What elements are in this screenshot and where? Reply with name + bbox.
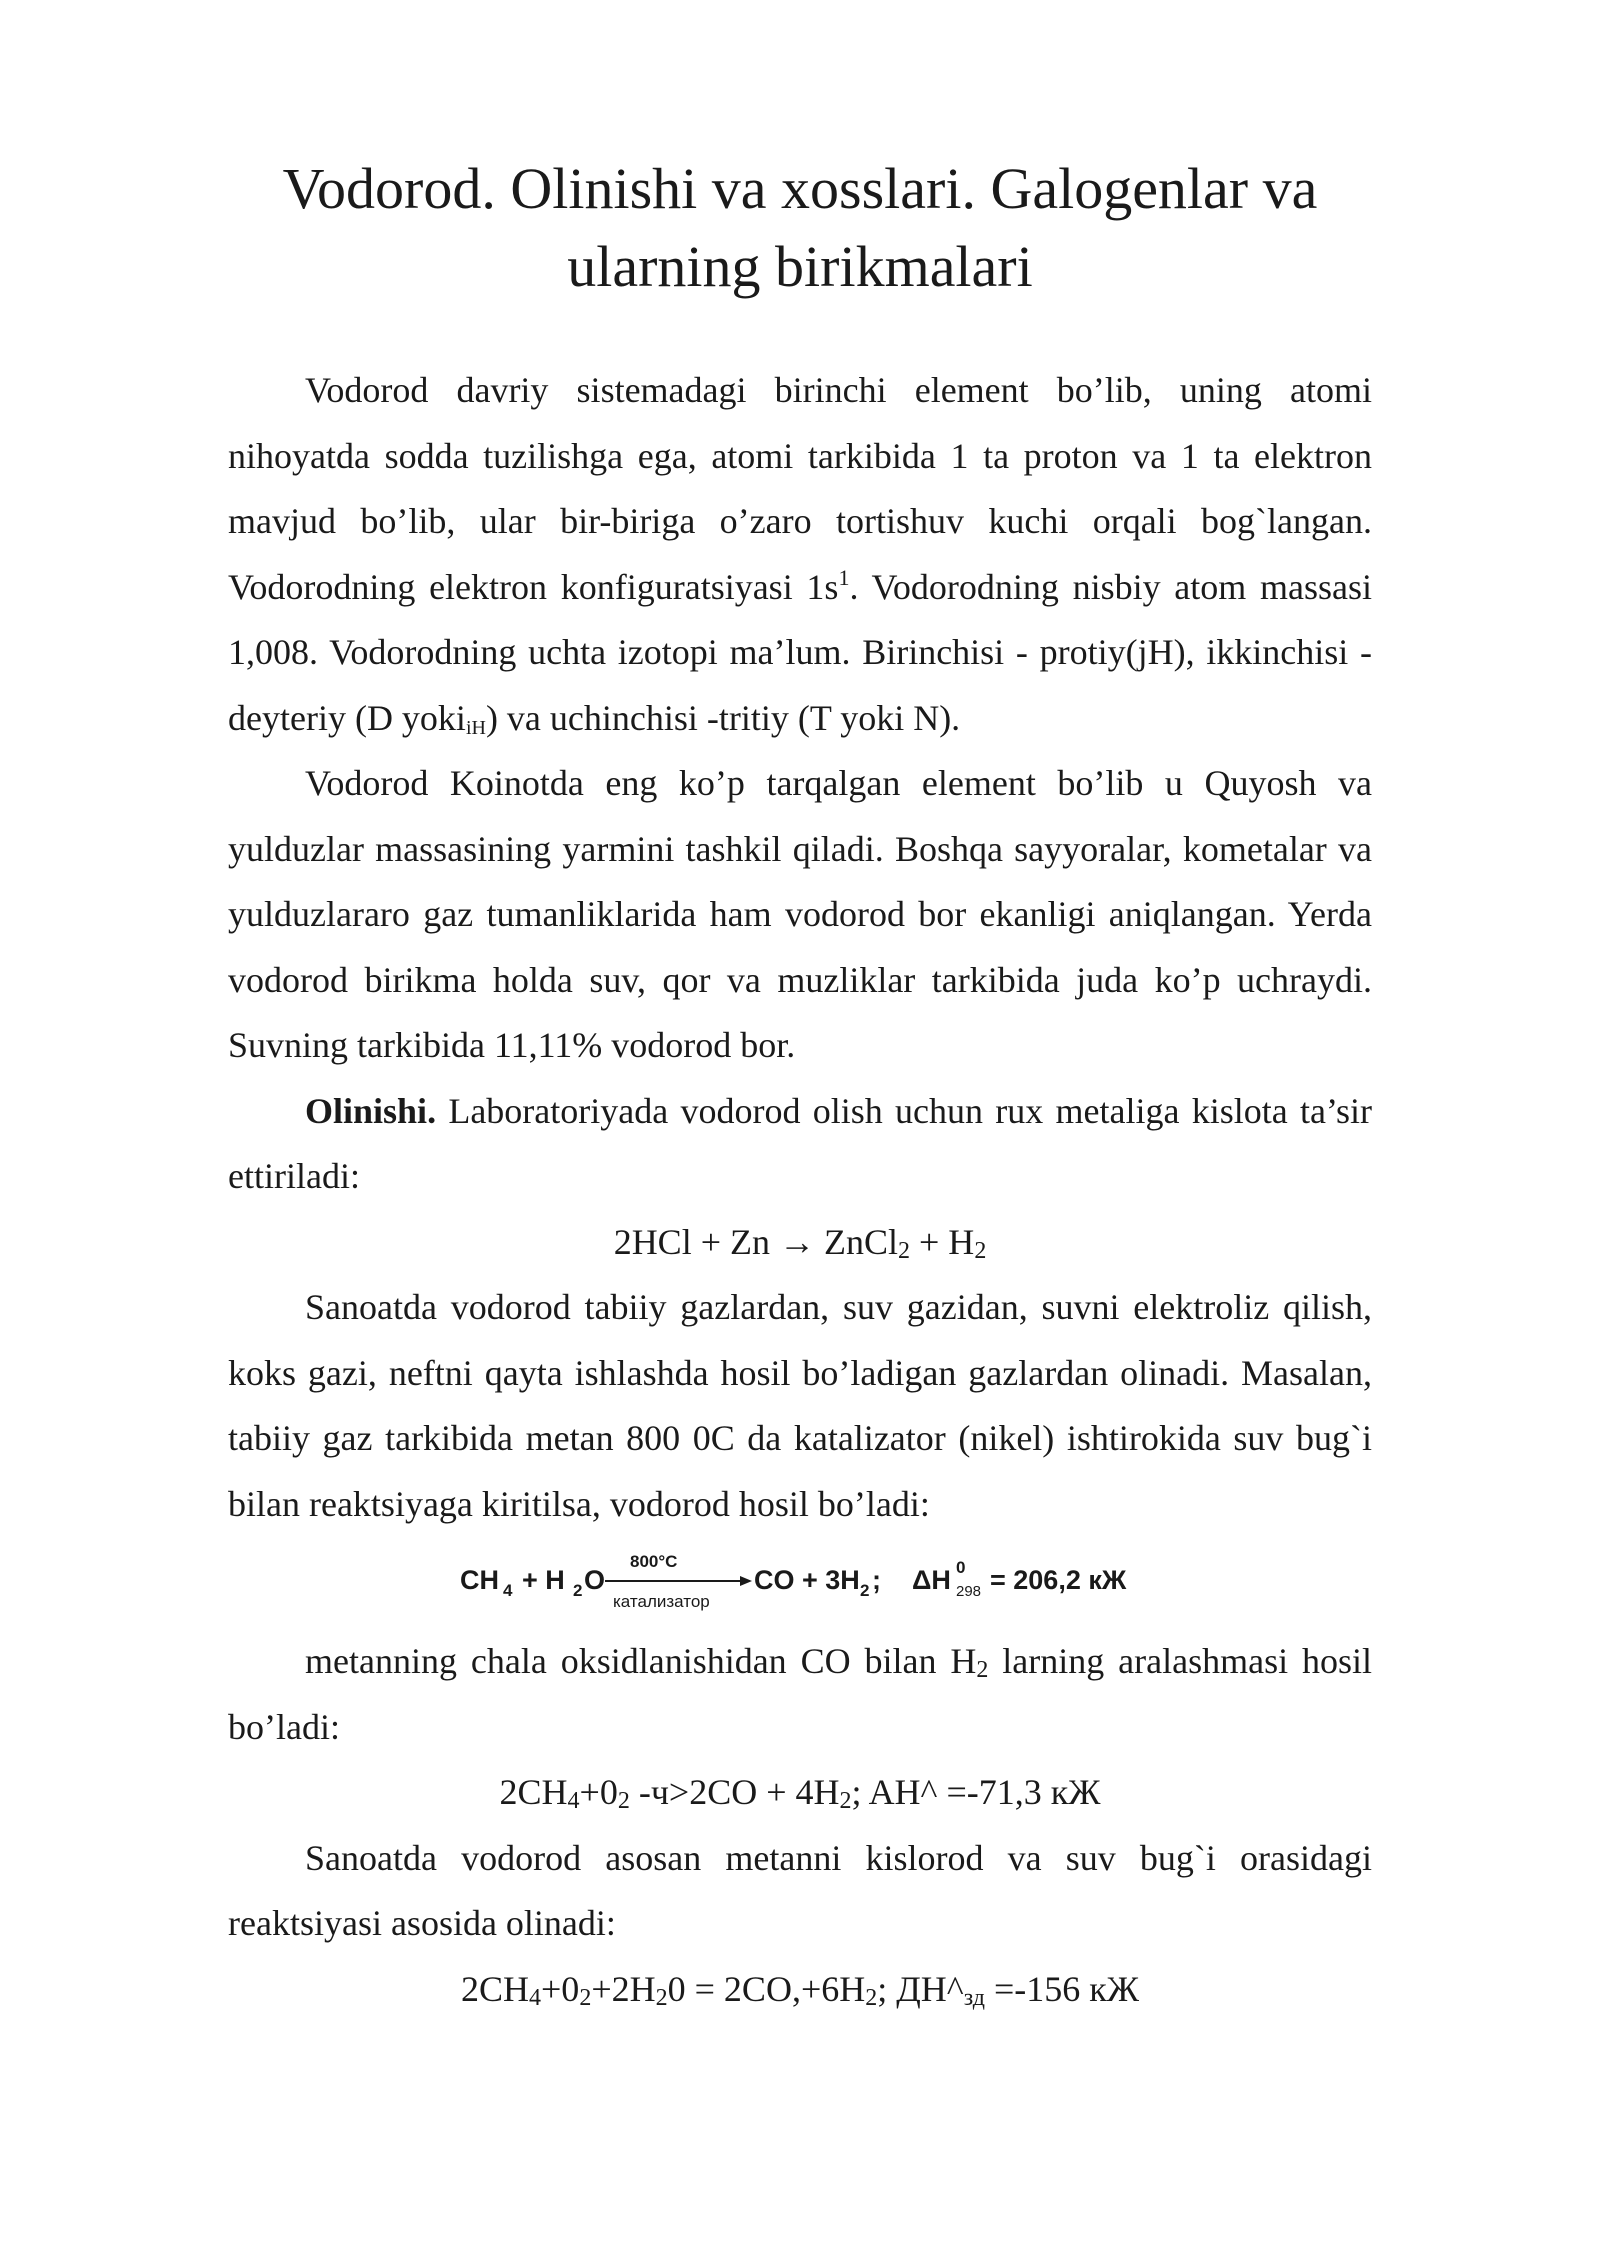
- eq4-sub-2: 2: [579, 1984, 592, 2011]
- eq2-semicolon: ;: [872, 1565, 881, 1595]
- eq3-sub-3: 2: [839, 1788, 852, 1814]
- paragraph-hydrogen-universe: Vodorod Koinotda eng ko’p tarqalgan element bo’lib u Quyosh va yulduzlar massasining yarmini tashkil qiladi. Boshqa sayyoralar, kometalar va yulduzlararo gaz tumanliklarida ham vodorod bor ekanligi aniqlangan. Yerda vodorod birikma holda suv, qor va muzliklar tarkibida juda ko’p uchraydi. Suvning tarkibida 11,11% vodorod bor.: [228, 763, 1372, 1065]
- eq4-sub-3: 2: [655, 1984, 668, 2011]
- eq3-part-b: +0: [579, 1772, 618, 1812]
- equation-oxygen-steam: [228, 1957, 1372, 2023]
- eq3-sub-1: 4: [567, 1788, 580, 1814]
- eq2-delta-h: ΔH: [912, 1565, 951, 1595]
- equation-hcl-zn: [228, 1210, 1372, 1276]
- title-line-2: ularning birikmalari: [567, 234, 1033, 299]
- eq4-part-a: 2CH: [460, 1968, 529, 2009]
- p5-text-a: metanning chala oksidlanishidan CO bilan H: [305, 1641, 977, 1681]
- eq4-sub-4: 2: [865, 1984, 878, 2011]
- eq4-part-e: ; ДН^: [877, 1968, 964, 2009]
- eq4-part-d: 0 = 2CO,+6H: [667, 1968, 866, 2009]
- eq2-arrow-head: [740, 1576, 752, 1586]
- equation-methane-steam: [228, 1537, 1372, 1629]
- paragraph-hydrogen-intro: [228, 358, 1372, 751]
- eq2-ch-sub: 4: [503, 1581, 513, 1600]
- equation-partial-oxidation: [228, 1760, 1372, 1826]
- p5-subscript: 2: [976, 1657, 989, 1683]
- eq4-part-b: +0: [541, 1968, 580, 2009]
- p1-subscript: iH: [465, 716, 486, 739]
- page-title: [228, 0, 1372, 306]
- eq4-sub-5: зд: [963, 1984, 985, 2011]
- p1-superscript: 1: [838, 564, 850, 590]
- eq2-rhs: CO + 3H: [754, 1565, 860, 1595]
- eq4-sub-1: 4: [529, 1984, 541, 2011]
- obtaining-heading: Olinishi.: [305, 1090, 437, 1131]
- eq1-sub-1: 2: [898, 1237, 910, 1264]
- title-line-1: Vodorod. Olinishi va xosslari. Galogenlar va: [282, 156, 1318, 221]
- eq2-plus-h: + H: [522, 1565, 565, 1595]
- eq1-sub-2: 2: [974, 1237, 987, 1264]
- eq3-part-c: -ч>2CO + 4H: [629, 1772, 840, 1812]
- eq3-sub-2: 2: [617, 1788, 630, 1814]
- p1-text-a: Vodorod davriy sistemadagi birinchi element bo’lib, uning atomi nihoyatda sodda tuzilishga ega, atomi tarkibida 1 ta proton va 1 ta elektron mavjud bo’lib, ular bir-biriga o’zaro tortishuv kuchi orqali bog`langan. Vodorodning elektron konfiguratsiyasi 1s: [228, 370, 1372, 607]
- eq4-part-f: =-156 кЖ: [984, 1968, 1140, 2009]
- eq2-rhs-sub: 2: [860, 1581, 870, 1600]
- paragraph-oxygen-steam: Sanoatda vodorod asosan metanni kislorod va suv bug`i orasidagi reaktsiyasi asosida olinadi:: [228, 1837, 1372, 1943]
- eq2-ch: CH: [460, 1565, 499, 1595]
- p1-text-c: ) va uchinchisi -tritiy (T yoki N).: [485, 697, 961, 738]
- eq2-delta-h-sup: 0: [956, 1558, 966, 1577]
- eq3-part-a: 2CH: [499, 1772, 568, 1812]
- eq2-delta-h-sub: 298: [956, 1583, 982, 1600]
- eq2-condition-above: 800°C: [630, 1552, 678, 1571]
- eq2-o: O: [584, 1565, 606, 1595]
- eq2-h2o-sub: 2: [573, 1581, 583, 1600]
- p1-text-b: . Vodorodning nisbiy atom massasi 1,008. Vodorodning uchta izotopi ma’lum. Birinchisi - protiy(jH), ikkinchisi - deyteriy (D yoki: [228, 566, 1372, 738]
- eq1-part-a: 2HCl + Zn → ZnCl: [613, 1221, 898, 1262]
- eq2-value: = 206,2 кЖ: [990, 1565, 1127, 1595]
- paragraph-partial-oxidation: [228, 1629, 1372, 1760]
- eq1-part-b: + H: [910, 1221, 975, 1262]
- equation-methane-steam-graphic: [450, 1543, 1150, 1623]
- paragraph-industrial: Sanoatda vodorod tabiiy gazlardan, suv gazidan, suvni elektroliz qilish, koks gazi, neftni qayta ishlashda hosil bo’ladigan gazlardan olinadi. Masalan, tabiiy gaz tarkibida metan 800 0C da katalizator (nikel) ishtirokida suv bug`i bilan reaktsiyaga kiritilsa, vodorod hosil bo’ladi:: [228, 1287, 1372, 1524]
- p3-text: Laboratoriyada vodorod olish uchun rux metaliga kislota ta’sir ettiriladi:: [228, 1090, 1372, 1196]
- eq3-part-d: ; AH^ =-71,3 кЖ: [851, 1772, 1101, 1812]
- paragraph-obtaining: [228, 1079, 1372, 1210]
- eq4-part-c: +2H: [591, 1968, 656, 2009]
- p5-text-b: larning aralashmasi hosil bo’ladi:: [228, 1641, 1373, 1747]
- document-body: [228, 358, 1372, 2022]
- eq2-condition-below: катализатор: [613, 1592, 710, 1611]
